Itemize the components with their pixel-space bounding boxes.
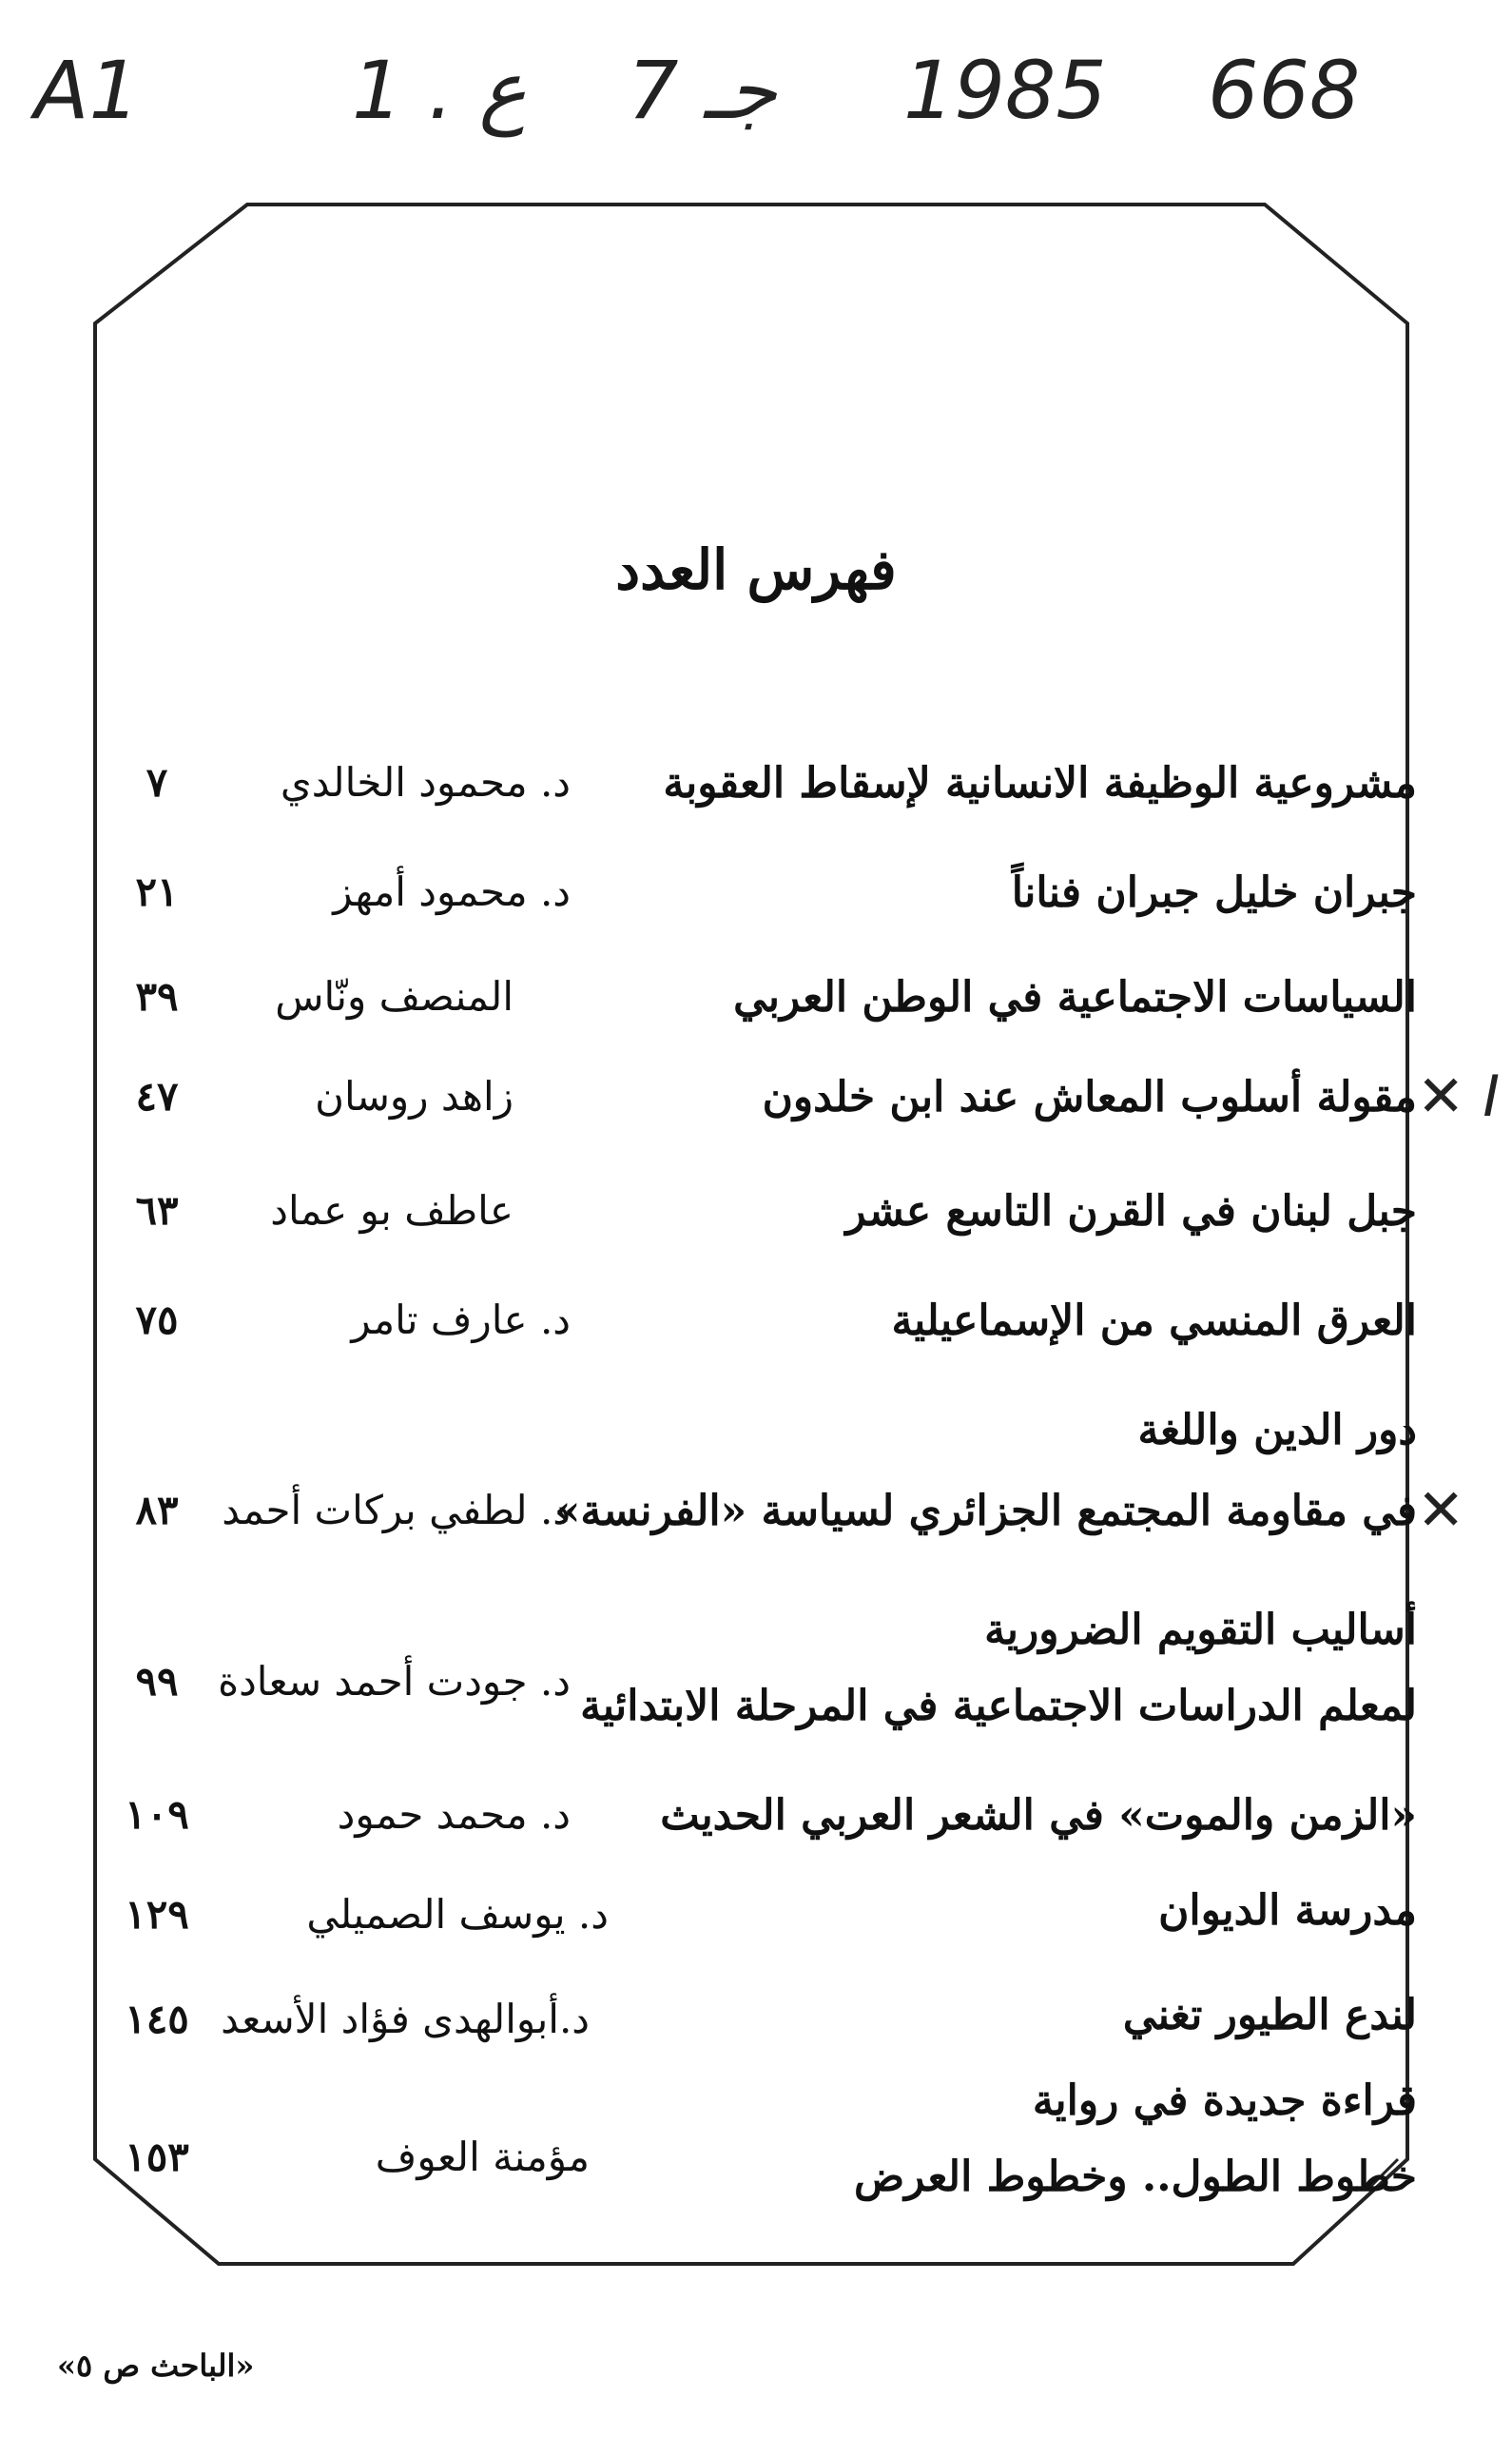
entry-title-line2: لمعلم الدراسات الاجتماعية في المرحلة الابتدائية [580,1682,1417,1730]
entry-title: مدرسة الديوان [1158,1886,1417,1935]
entry-title: جبل لبنان في القرن التاسع عشر [845,1187,1417,1236]
entry-author: المنصف ونّاس [275,973,514,1020]
entry-page: ٦٣ [135,1187,179,1234]
margin-mark: ✕ I [1417,1063,1501,1130]
entry-title: دور الدين واللغة [1137,1406,1417,1454]
entry-author: د.أبوالهدى فؤاد الأسعد [221,1996,590,2042]
entry-author: د. يوسف الصميلي [306,1891,609,1938]
entry-title-line2: في مقاومة المجتمع الجزائري لسياسة «الفرنسة» [553,1487,1417,1535]
entry-page: ٨٣ [135,1487,179,1533]
entry-title: جبران خليل جبران فناناً [1011,868,1417,917]
entry-title: مشروعية الوظيفة الانسانية لإسقاط العقوبة [663,759,1417,808]
entry-page: ٣٩ [135,973,179,1020]
entry-title: لندع الطيور تغني [1122,1991,1417,2039]
handwritten-year: 1985 [903,44,1107,137]
entry-title: العرق المنسي من الإسماعيلية [891,1296,1417,1345]
entry-author: زاهد روسان [315,1073,514,1120]
toc-title: فهرس العدد [615,537,897,602]
entry-author: عاطف بو عماد [270,1187,514,1234]
handwritten-ref: A1 [34,44,140,137]
entry-page: ٤٧ [135,1073,179,1120]
entry-author: د. محمد حمود [337,1791,571,1838]
entry-title: أساليب التقويم الضرورية [984,1606,1417,1654]
entry-author: د. عارف تامر [351,1296,571,1343]
margin-mark: ✕ [1417,1477,1465,1544]
entry-page: ٢١ [135,868,179,915]
entry-page: ١٠٩ [125,1791,189,1838]
entry-title: مقولة أسلوب المعاش عند ابن خلدون [762,1073,1417,1121]
entry-page: ١٤٥ [125,1996,189,2042]
entry-page: ٧ [145,759,168,806]
entry-title-line2: خطوط الطول.. وخطوط العرض [853,2153,1417,2201]
entry-page: ١٢٩ [125,1891,189,1938]
entry-author: د. محمود أمهز [333,868,571,915]
handwritten-code: 668 [1208,44,1361,137]
entry-author: د. محمود الخالدي [280,759,571,806]
handwritten-issue: 1 . ع [352,44,527,137]
entry-page: ٧٥ [135,1296,179,1343]
entry-page: ١٥٣ [125,2134,189,2180]
entry-title: قراءة جديدة في رواية [1032,2076,1417,2125]
handwritten-volume: 7 جـ [628,44,777,137]
entry-author: د. لطفي بركات أحمد [222,1487,571,1533]
footer-source: «الباحث ص ٥» [57,2348,255,2384]
entry-author: د. جودت أحمد سعادة [218,1658,571,1705]
entry-title: «الزمن والموت» في الشعر العربي الحديث [660,1791,1417,1840]
entry-author: مؤمنة العوف [375,2134,590,2180]
entry-page: ٩٩ [135,1658,179,1705]
entry-title: السياسات الاجتماعية في الوطن العربي [733,973,1417,1022]
